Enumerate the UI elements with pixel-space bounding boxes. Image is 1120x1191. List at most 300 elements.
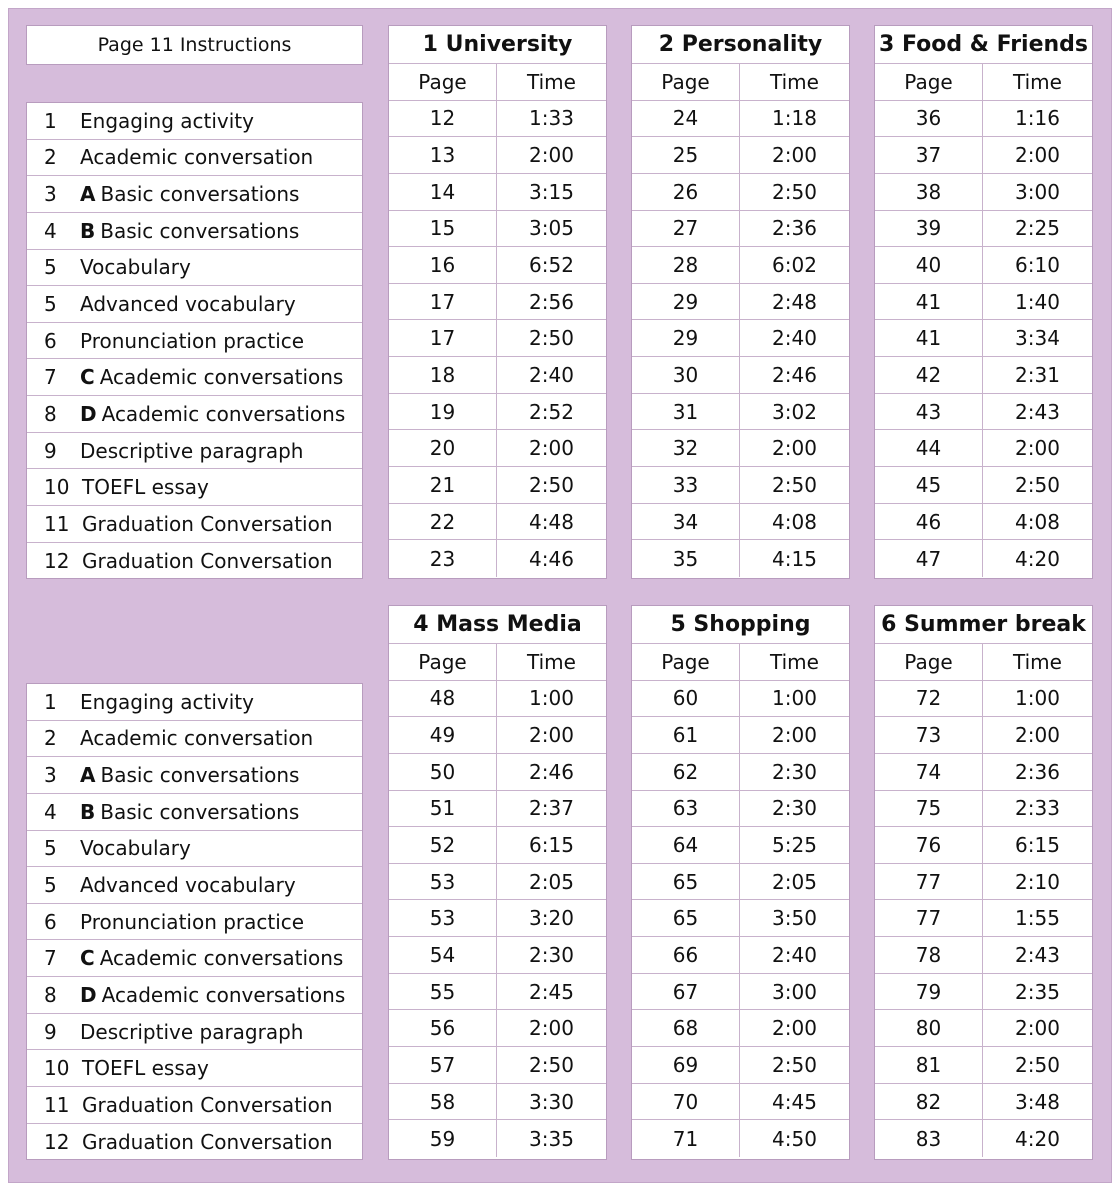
activity-label [64, 873, 296, 897]
table-row [875, 504, 1092, 541]
activity-text: Pronunciation practice [80, 328, 305, 353]
activity-text: Academic conversation [80, 726, 314, 751]
table-row [632, 900, 849, 937]
table-row [632, 717, 849, 754]
activity-row [27, 176, 362, 213]
activity-text: Basic conversations [100, 799, 300, 824]
time-cell: 1:18 [772, 106, 817, 131]
time-cell: 2:50 [1015, 472, 1060, 497]
activity-label [64, 726, 313, 750]
time-cell: 3:20 [529, 906, 574, 931]
table-row [389, 1010, 606, 1047]
time-header: Time [1013, 69, 1062, 94]
table-row [875, 1047, 1092, 1084]
page-cell: 34 [632, 504, 740, 540]
activity-text: Engaging activity [80, 689, 254, 714]
table-row [389, 357, 606, 394]
page-cell: 32 [632, 430, 740, 466]
time-cell: 4:20 [1015, 546, 1060, 571]
table-row [632, 937, 849, 974]
table-row [389, 1084, 606, 1121]
unit-title: 3 Food & Friends [875, 26, 1092, 64]
page-cell: 66 [632, 937, 740, 973]
table-row [389, 937, 606, 974]
page-cell: 81 [875, 1047, 983, 1083]
time-cell: 2:50 [772, 179, 817, 204]
time-cell: 2:43 [1015, 399, 1060, 424]
time-cell: 2:00 [772, 436, 817, 461]
activity-row [27, 867, 362, 904]
page-cell: 16 [389, 247, 497, 283]
activity-row [27, 213, 362, 250]
page-cell: 79 [875, 974, 983, 1010]
time-header: Time [770, 649, 819, 674]
time-cell: 2:50 [529, 1052, 574, 1077]
time-cell: 4:46 [529, 546, 574, 571]
activity-label [64, 946, 343, 970]
page-cell: 17 [389, 320, 497, 356]
activity-text: Advanced vocabulary [80, 292, 296, 317]
page-cell: 35 [632, 540, 740, 577]
table-row [875, 717, 1092, 754]
activity-number: 3 [44, 763, 57, 788]
page-cell: 48 [389, 681, 497, 717]
table-row [875, 394, 1092, 431]
page-header: Page [875, 64, 983, 100]
activity-number: 5 [44, 255, 57, 280]
activity-label [64, 109, 254, 133]
time-cell: 2:56 [529, 289, 574, 314]
activity-label [74, 1056, 209, 1080]
page-cell: 58 [389, 1084, 497, 1120]
table-row [875, 284, 1092, 321]
time-cell: 3:00 [1015, 179, 1060, 204]
activity-row [27, 543, 362, 580]
activity-text: Descriptive paragraph [80, 1019, 304, 1044]
table-row [875, 900, 1092, 937]
page-cell: 59 [389, 1120, 497, 1157]
activity-number: 7 [44, 946, 57, 971]
page-cell: 75 [875, 791, 983, 827]
activity-label [64, 836, 191, 860]
time-cell: 1:33 [529, 106, 574, 131]
time-cell: 2:33 [1015, 796, 1060, 821]
page-cell: 74 [875, 754, 983, 790]
page-cell: 37 [875, 137, 983, 173]
table-row [389, 1120, 606, 1157]
activity-label [64, 145, 313, 169]
page-cell: 31 [632, 394, 740, 430]
activity-number: 9 [44, 438, 57, 463]
table-row [632, 1120, 849, 1157]
time-cell: 4:20 [1015, 1126, 1060, 1151]
table-row [632, 101, 849, 138]
activity-letter: A [80, 182, 96, 207]
activity-row [27, 904, 362, 941]
page-cell: 69 [632, 1047, 740, 1083]
table-row [875, 754, 1092, 791]
page-cell: 14 [389, 174, 497, 210]
page-cell: 64 [632, 827, 740, 863]
page-cell: 23 [389, 540, 497, 577]
activity-row [27, 506, 362, 543]
time-cell: 3:02 [772, 399, 817, 424]
table-row [632, 137, 849, 174]
time-cell: 4:48 [529, 509, 574, 534]
time-cell: 3:35 [529, 1126, 574, 1151]
page-cell: 29 [632, 320, 740, 356]
table-row [632, 974, 849, 1011]
page-cell: 56 [389, 1010, 497, 1046]
time-cell: 2:31 [1015, 362, 1060, 387]
page-cell: 29 [632, 284, 740, 320]
time-cell: 4:15 [772, 546, 817, 571]
page-cell: 47 [875, 540, 983, 577]
time-cell: 2:00 [1015, 1016, 1060, 1041]
time-cell: 2:00 [529, 723, 574, 748]
time-cell: 2:45 [529, 979, 574, 1004]
page-cell: 33 [632, 467, 740, 503]
activity-text: TOEFL essay [82, 1056, 209, 1081]
activity-number: 12 [44, 1130, 70, 1154]
page-cell: 65 [632, 864, 740, 900]
table-row [389, 430, 606, 467]
unit-title: 6 Summer break [875, 606, 1092, 644]
table-row [875, 974, 1092, 1011]
activity-label [64, 439, 303, 463]
table-row [875, 467, 1092, 504]
time-cell: 2:50 [772, 1052, 817, 1077]
activity-text: Academic conversation [80, 145, 314, 170]
time-cell: 1:00 [1015, 686, 1060, 711]
page-cell: 21 [389, 467, 497, 503]
activity-number: 2 [44, 145, 57, 170]
column-headers [632, 644, 849, 681]
page-cell: 70 [632, 1084, 740, 1120]
table-row [632, 1010, 849, 1047]
page-cell: 26 [632, 174, 740, 210]
time-cell: 2:50 [772, 472, 817, 497]
time-header: Time [527, 649, 576, 674]
activity-label [64, 763, 299, 787]
activity-number: 8 [44, 982, 57, 1007]
time-cell: 2:05 [529, 869, 574, 894]
activity-number: 12 [44, 549, 70, 573]
page-cell: 55 [389, 974, 497, 1010]
time-cell: 2:05 [772, 869, 817, 894]
time-cell: 3:15 [529, 179, 574, 204]
activity-text: Engaging activity [80, 108, 254, 133]
activity-row [27, 469, 362, 506]
activity-number: 2 [44, 726, 57, 751]
column-headers [632, 64, 849, 101]
table-row [875, 937, 1092, 974]
time-cell: 2:50 [1015, 1052, 1060, 1077]
activity-row [27, 1124, 362, 1161]
time-cell: 2:00 [529, 143, 574, 168]
table-row [875, 1120, 1092, 1157]
time-cell: 2:00 [772, 723, 817, 748]
activity-row [27, 323, 362, 360]
page-header: Page [389, 64, 497, 100]
table-row [389, 394, 606, 431]
table-row [632, 284, 849, 321]
page-cell: 72 [875, 681, 983, 717]
time-cell: 4:50 [772, 1126, 817, 1151]
unit-table [388, 605, 607, 1160]
table-row [389, 211, 606, 248]
table-row [389, 1047, 606, 1084]
activity-letter: D [80, 982, 97, 1007]
activity-number: 8 [44, 401, 57, 426]
page-cell: 38 [875, 174, 983, 210]
time-cell: 2:46 [529, 759, 574, 784]
time-cell: 1:55 [1015, 906, 1060, 931]
time-cell: 6:10 [1015, 253, 1060, 278]
table-row [632, 247, 849, 284]
page-cell: 15 [389, 211, 497, 247]
activity-text: Graduation Conversation [82, 1130, 333, 1154]
page-title: Page 11 Instructions [26, 25, 363, 65]
time-cell: 1:00 [529, 686, 574, 711]
page-cell: 22 [389, 504, 497, 540]
column-headers [389, 644, 606, 681]
table-row [389, 974, 606, 1011]
activity-number: 11 [44, 1092, 70, 1117]
activity-text: Academic conversations [101, 401, 346, 426]
activity-text: Basic conversations [100, 218, 300, 243]
page-cell: 52 [389, 827, 497, 863]
page-cell: 27 [632, 211, 740, 247]
page-cell: 28 [632, 247, 740, 283]
activity-label [64, 1020, 303, 1044]
time-cell: 2:00 [529, 1016, 574, 1041]
unit-table [874, 605, 1093, 1160]
page-cell: 63 [632, 791, 740, 827]
page-cell: 42 [875, 357, 983, 393]
activity-row [27, 359, 362, 396]
activity-text: Academic conversations [99, 946, 344, 971]
activity-list-top [26, 102, 363, 579]
page-cell: 60 [632, 681, 740, 717]
table-row [632, 504, 849, 541]
table-row [389, 864, 606, 901]
table-row [389, 540, 606, 577]
table-row [389, 900, 606, 937]
page-cell: 45 [875, 467, 983, 503]
activity-letter: B [80, 799, 96, 824]
page-cell: 51 [389, 791, 497, 827]
time-cell: 2:35 [1015, 979, 1060, 1004]
activity-row [27, 721, 362, 758]
unit-title: 1 University [389, 26, 606, 64]
table-row [632, 827, 849, 864]
page-cell: 67 [632, 974, 740, 1010]
activity-letter: B [80, 218, 96, 243]
time-cell: 5:25 [772, 833, 817, 858]
table-row [875, 174, 1092, 211]
page-cell: 57 [389, 1047, 497, 1083]
activity-letter: C [80, 365, 95, 390]
page-cell: 41 [875, 320, 983, 356]
time-cell: 2:10 [1015, 869, 1060, 894]
activity-letter: D [80, 401, 97, 426]
table-row [632, 430, 849, 467]
table-row [875, 864, 1092, 901]
table-row [632, 754, 849, 791]
page-cell: 54 [389, 937, 497, 973]
time-cell: 2:00 [1015, 143, 1060, 168]
time-cell: 4:08 [1015, 509, 1060, 534]
activity-row [27, 1050, 362, 1087]
time-cell: 2:40 [772, 326, 817, 351]
time-cell: 3:00 [772, 979, 817, 1004]
page-cell: 80 [875, 1010, 983, 1046]
time-cell: 2:40 [772, 942, 817, 967]
table-row [632, 1047, 849, 1084]
table-row [389, 791, 606, 828]
table-row [875, 137, 1092, 174]
activity-number: 6 [44, 328, 57, 353]
time-cell: 2:00 [1015, 436, 1060, 461]
activity-label [74, 1130, 333, 1154]
activity-text: Academic conversations [99, 365, 344, 390]
activity-number: 1 [44, 689, 57, 714]
activity-number: 3 [44, 182, 57, 207]
page-cell: 83 [875, 1120, 983, 1157]
page-cell: 68 [632, 1010, 740, 1046]
activity-label [64, 365, 343, 389]
table-row [389, 137, 606, 174]
page-header: Page [389, 644, 497, 680]
table-row [875, 101, 1092, 138]
table-row [632, 320, 849, 357]
table-row [875, 320, 1092, 357]
time-cell: 2:48 [772, 289, 817, 314]
activity-label [64, 182, 299, 206]
page-cell: 39 [875, 211, 983, 247]
table-row [389, 504, 606, 541]
unit-table [631, 605, 850, 1160]
unit-title: 2 Personality [632, 26, 849, 64]
time-cell: 1:00 [772, 686, 817, 711]
page-cell: 65 [632, 900, 740, 936]
activity-text: Graduation Conversation [82, 511, 333, 536]
page-cell: 41 [875, 284, 983, 320]
page-cell: 46 [875, 504, 983, 540]
table-row [389, 284, 606, 321]
page-cell: 12 [389, 101, 497, 137]
page-cell: 24 [632, 101, 740, 137]
table-row [632, 394, 849, 431]
time-cell: 1:16 [1015, 106, 1060, 131]
time-cell: 2:30 [772, 759, 817, 784]
activity-row [27, 286, 362, 323]
activity-row [27, 684, 362, 721]
page-cell: 50 [389, 754, 497, 790]
activity-text: Graduation Conversation [82, 549, 333, 573]
time-cell: 4:45 [772, 1089, 817, 1114]
page-header: Page [632, 644, 740, 680]
page-cell: 43 [875, 394, 983, 430]
time-cell: 4:08 [772, 509, 817, 534]
activity-label [64, 690, 254, 714]
page-cell: 44 [875, 430, 983, 466]
table-row [632, 211, 849, 248]
activity-text: Vocabulary [80, 836, 191, 861]
activity-label [74, 475, 209, 499]
unit-table [631, 25, 850, 579]
time-cell: 3:05 [529, 216, 574, 241]
column-headers [389, 64, 606, 101]
activity-number: 4 [44, 799, 57, 824]
activity-row [27, 977, 362, 1014]
activity-row [27, 103, 362, 140]
page-cell: 61 [632, 717, 740, 753]
page-cell: 19 [389, 394, 497, 430]
unit-title: 4 Mass Media [389, 606, 606, 644]
time-cell: 2:52 [529, 399, 574, 424]
activity-number: 11 [44, 511, 70, 536]
activity-label [64, 329, 304, 353]
activity-row [27, 940, 362, 977]
table-row [875, 540, 1092, 577]
page-cell: 53 [389, 864, 497, 900]
time-cell: 6:02 [772, 253, 817, 278]
page-header: Page [875, 644, 983, 680]
table-row [389, 320, 606, 357]
table-row [632, 864, 849, 901]
time-cell: 2:43 [1015, 942, 1060, 967]
table-row [875, 1010, 1092, 1047]
table-row [875, 211, 1092, 248]
activity-letter: C [80, 946, 95, 971]
time-cell: 6:52 [529, 253, 574, 278]
activity-label [64, 255, 191, 279]
activity-row [27, 831, 362, 868]
time-header: Time [770, 69, 819, 94]
activity-number: 10 [44, 475, 70, 500]
column-headers [875, 64, 1092, 101]
table-row [632, 357, 849, 394]
activity-number: 5 [44, 873, 57, 898]
table-row [632, 540, 849, 577]
page-cell: 77 [875, 900, 983, 936]
table-row [875, 430, 1092, 467]
page-cell: 30 [632, 357, 740, 393]
page-cell: 36 [875, 101, 983, 137]
activity-label [74, 512, 333, 536]
activity-number: 4 [44, 218, 57, 243]
table-row [389, 754, 606, 791]
activity-text: Graduation Conversation [82, 1092, 333, 1117]
activity-row [27, 433, 362, 470]
table-row [389, 717, 606, 754]
page-cell: 76 [875, 827, 983, 863]
activity-text: Basic conversations [100, 763, 300, 788]
time-cell: 2:36 [1015, 759, 1060, 784]
activity-text: TOEFL essay [82, 475, 209, 500]
table-row [875, 827, 1092, 864]
page-cell: 53 [389, 900, 497, 936]
unit-title: 5 Shopping [632, 606, 849, 644]
activity-number: 5 [44, 292, 57, 317]
activity-text: Advanced vocabulary [80, 873, 296, 898]
activity-label [74, 1093, 333, 1117]
activity-label [64, 910, 304, 934]
table-row [875, 791, 1092, 828]
time-cell: 2:00 [772, 143, 817, 168]
